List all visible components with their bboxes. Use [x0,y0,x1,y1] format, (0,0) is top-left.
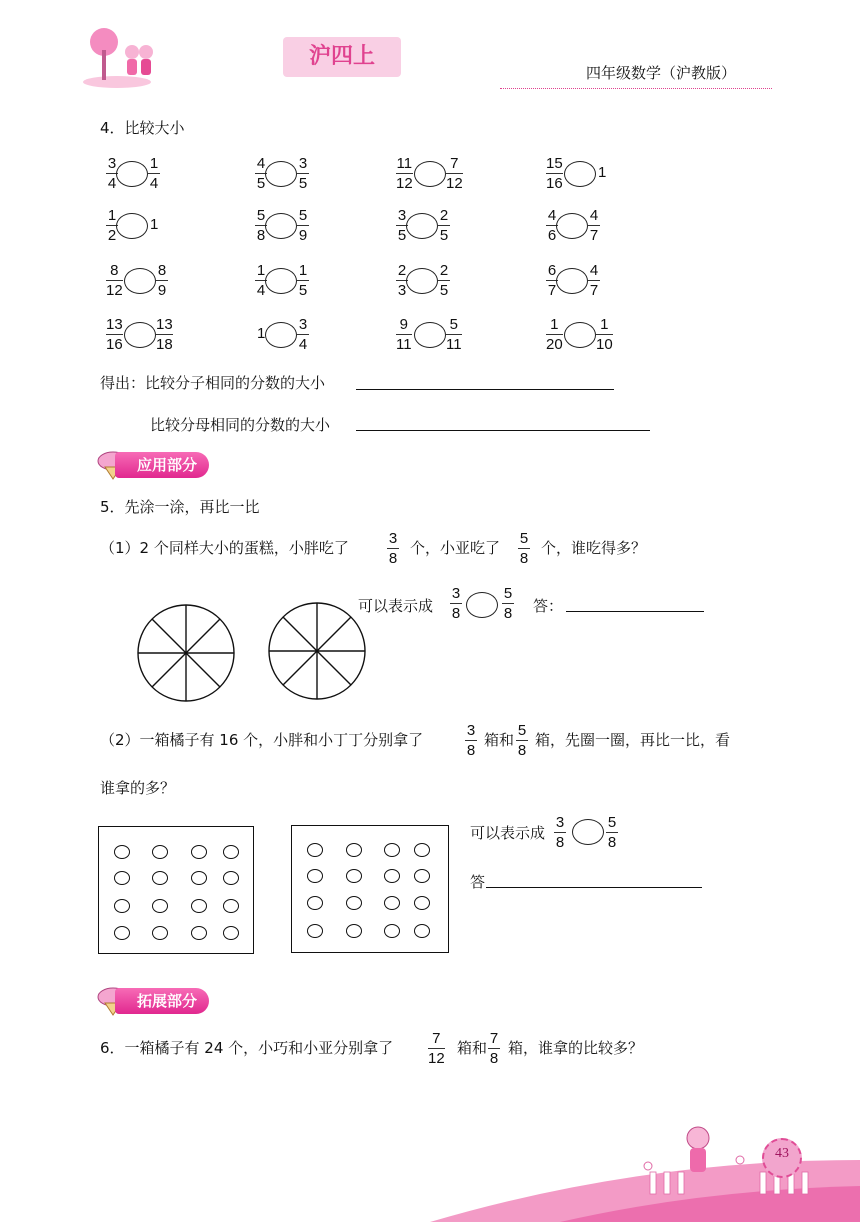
q6-text-c: 箱，谁拿的比较多？ [508,1039,644,1057]
orange-dot[interactable] [191,926,207,940]
fraction-r: 4 7 [589,262,599,299]
orange-dot[interactable] [152,926,168,940]
q5-p2-text-d: 谁拿的多？ [100,779,176,797]
orange-dot[interactable] [114,871,130,885]
fraction-l: 3 4 [107,155,117,192]
q5-p2-frac-38: 3 8 [466,722,476,759]
fraction-r: 13 18 [156,316,173,353]
header-badge: 沪四上 [283,37,401,77]
compare-oval[interactable] [414,322,446,348]
fraction-l: 1 20 [546,316,563,353]
compare-oval[interactable] [265,161,297,187]
q4-grid [0,0,860,370]
orange-dot[interactable] [384,869,400,883]
q5-p2-frac-58: 5 8 [517,722,527,759]
orange-dot[interactable] [191,899,207,913]
answer-line-1[interactable] [356,389,614,390]
q4-conclusion-1: 得出：比较分子相同的分数的大小 [100,374,326,392]
orange-box-2[interactable] [291,825,449,953]
orange-dot[interactable] [307,924,323,938]
compare-oval[interactable] [466,592,498,618]
orange-dot[interactable] [223,845,239,859]
fraction-r: 3 4 [298,316,308,353]
q5-p1-frac-38: 3 8 [388,530,398,567]
q5-p2-rep-frac-l: 3 8 [555,814,565,851]
orange-dot[interactable] [191,871,207,885]
orange-dot[interactable] [384,924,400,938]
fraction-r: 1 5 [298,262,308,299]
fraction-l: 6 7 [547,262,557,299]
footer-decoration [0,1120,860,1222]
compare-oval[interactable] [564,322,596,348]
q5-p1-text-b: 个，小亚吃了 [410,539,501,557]
compare-oval[interactable] [124,322,156,348]
compare-oval[interactable] [414,161,446,187]
fraction-l: 4 5 [256,155,266,192]
fraction-r: 4 7 [589,207,599,244]
fraction-l: 3 5 [397,207,407,244]
fraction-l: 1 2 [107,207,117,244]
compare-oval[interactable] [116,161,148,187]
q5-p2-represent: 可以表示成 [470,824,546,842]
q5-p1-text-a: （1）2 个同样大小的蛋糕，小胖吃了 [100,539,349,557]
orange-dot[interactable] [114,845,130,859]
orange-dot[interactable] [152,871,168,885]
whole-number-r: 1 [598,164,607,181]
q5-p2-answer-line[interactable] [486,887,702,888]
q5-p1-represent: 可以表示成 [358,597,434,615]
orange-dot[interactable] [346,896,362,910]
orange-dot[interactable] [152,899,168,913]
fraction-r: 7 12 [446,155,463,192]
fraction-r: 1 4 [149,155,159,192]
q5-p1-rep-frac-l: 3 8 [451,585,461,622]
fraction-r: 2 5 [439,207,449,244]
compare-oval[interactable] [116,213,148,239]
section-apply-badge: 应用部分 [115,452,209,478]
orange-dot[interactable] [307,869,323,883]
fraction-r: 3 5 [298,155,308,192]
orange-dot[interactable] [346,843,362,857]
book-title: 四年级数学（沪教版） [586,64,737,82]
compare-oval[interactable] [564,161,596,187]
orange-dot[interactable] [384,843,400,857]
fraction-l: 5 8 [256,207,266,244]
orange-dot[interactable] [414,869,430,883]
orange-dot[interactable] [414,896,430,910]
orange-dot[interactable] [346,869,362,883]
compare-oval[interactable] [406,268,438,294]
fraction-l: 8 12 [106,262,123,299]
q4-title: 4．比较大小 [100,119,185,137]
orange-dot[interactable] [114,926,130,940]
whole-number-l: 1 [257,325,266,342]
orange-dot[interactable] [307,896,323,910]
q5-title: 5．先涂一涂，再比一比 [100,498,260,516]
cake-circle-2[interactable] [267,601,367,705]
q5-p2-answer-label: 答 [470,873,486,891]
fraction-l: 15 16 [546,155,563,192]
fraction-r: 5 9 [298,207,308,244]
orange-dot[interactable] [384,896,400,910]
q5-p2-text-b: 箱和 [484,731,515,749]
q5-p2-text-a: （2）一箱橘子有 16 个，小胖和小丁丁分别拿了 [100,731,424,749]
orange-dot[interactable] [223,899,239,913]
cake-circle-1[interactable] [136,603,236,707]
fraction-l: 1 4 [256,262,266,299]
q5-p2-rep-frac-r: 5 8 [607,814,617,851]
fraction-l: 11 12 [396,155,413,192]
orange-box-1[interactable] [98,826,254,954]
section-extend-badge: 拓展部分 [115,988,209,1014]
q5-p1-text-c: 个，谁吃得多？ [541,539,647,557]
fraction-l: 2 3 [397,262,407,299]
q5-p1-rep-frac-r: 5 8 [503,585,513,622]
orange-dot[interactable] [152,845,168,859]
fraction-r: 1 10 [596,316,613,353]
compare-oval[interactable] [572,819,604,845]
orange-dot[interactable] [346,924,362,938]
compare-oval[interactable] [556,268,588,294]
orange-dot[interactable] [414,924,430,938]
orange-dot[interactable] [191,845,207,859]
fraction-r: 5 11 [446,316,462,353]
orange-dot[interactable] [114,899,130,913]
orange-dot[interactable] [307,843,323,857]
q6-text-a: 6．一箱橘子有 24 个，小巧和小亚分别拿了 [100,1039,394,1057]
answer-line-2[interactable] [356,430,650,431]
fraction-l: 13 16 [106,316,123,353]
q5-p2-text-c: 箱，先圈一圈，再比一比，看 [535,731,731,749]
compare-oval[interactable] [406,213,438,239]
q5-p1-answer-line[interactable] [566,611,704,612]
q6-text-b: 箱和 [457,1039,488,1057]
orange-dot[interactable] [223,926,239,940]
compare-oval[interactable] [265,213,297,239]
compare-oval[interactable] [265,322,297,348]
compare-oval[interactable] [124,268,156,294]
q4-conclusion-2: 比较分母相同的分数的大小 [150,416,331,434]
q6-frac-1: 7 12 [428,1030,445,1067]
compare-oval[interactable] [265,268,297,294]
q5-p1-answer-label: 答： [533,597,564,615]
q5-p1-frac-58: 5 8 [519,530,529,567]
fraction-l: 4 6 [547,207,557,244]
orange-dot[interactable] [223,871,239,885]
whole-number-r: 1 [150,216,159,233]
fraction-l: 9 11 [396,316,412,353]
compare-oval[interactable] [556,213,588,239]
fraction-r: 2 5 [439,262,449,299]
page-number: 43 [775,1146,789,1161]
q6-frac-2: 7 8 [489,1030,499,1067]
fraction-r: 8 9 [157,262,167,299]
orange-dot[interactable] [414,843,430,857]
